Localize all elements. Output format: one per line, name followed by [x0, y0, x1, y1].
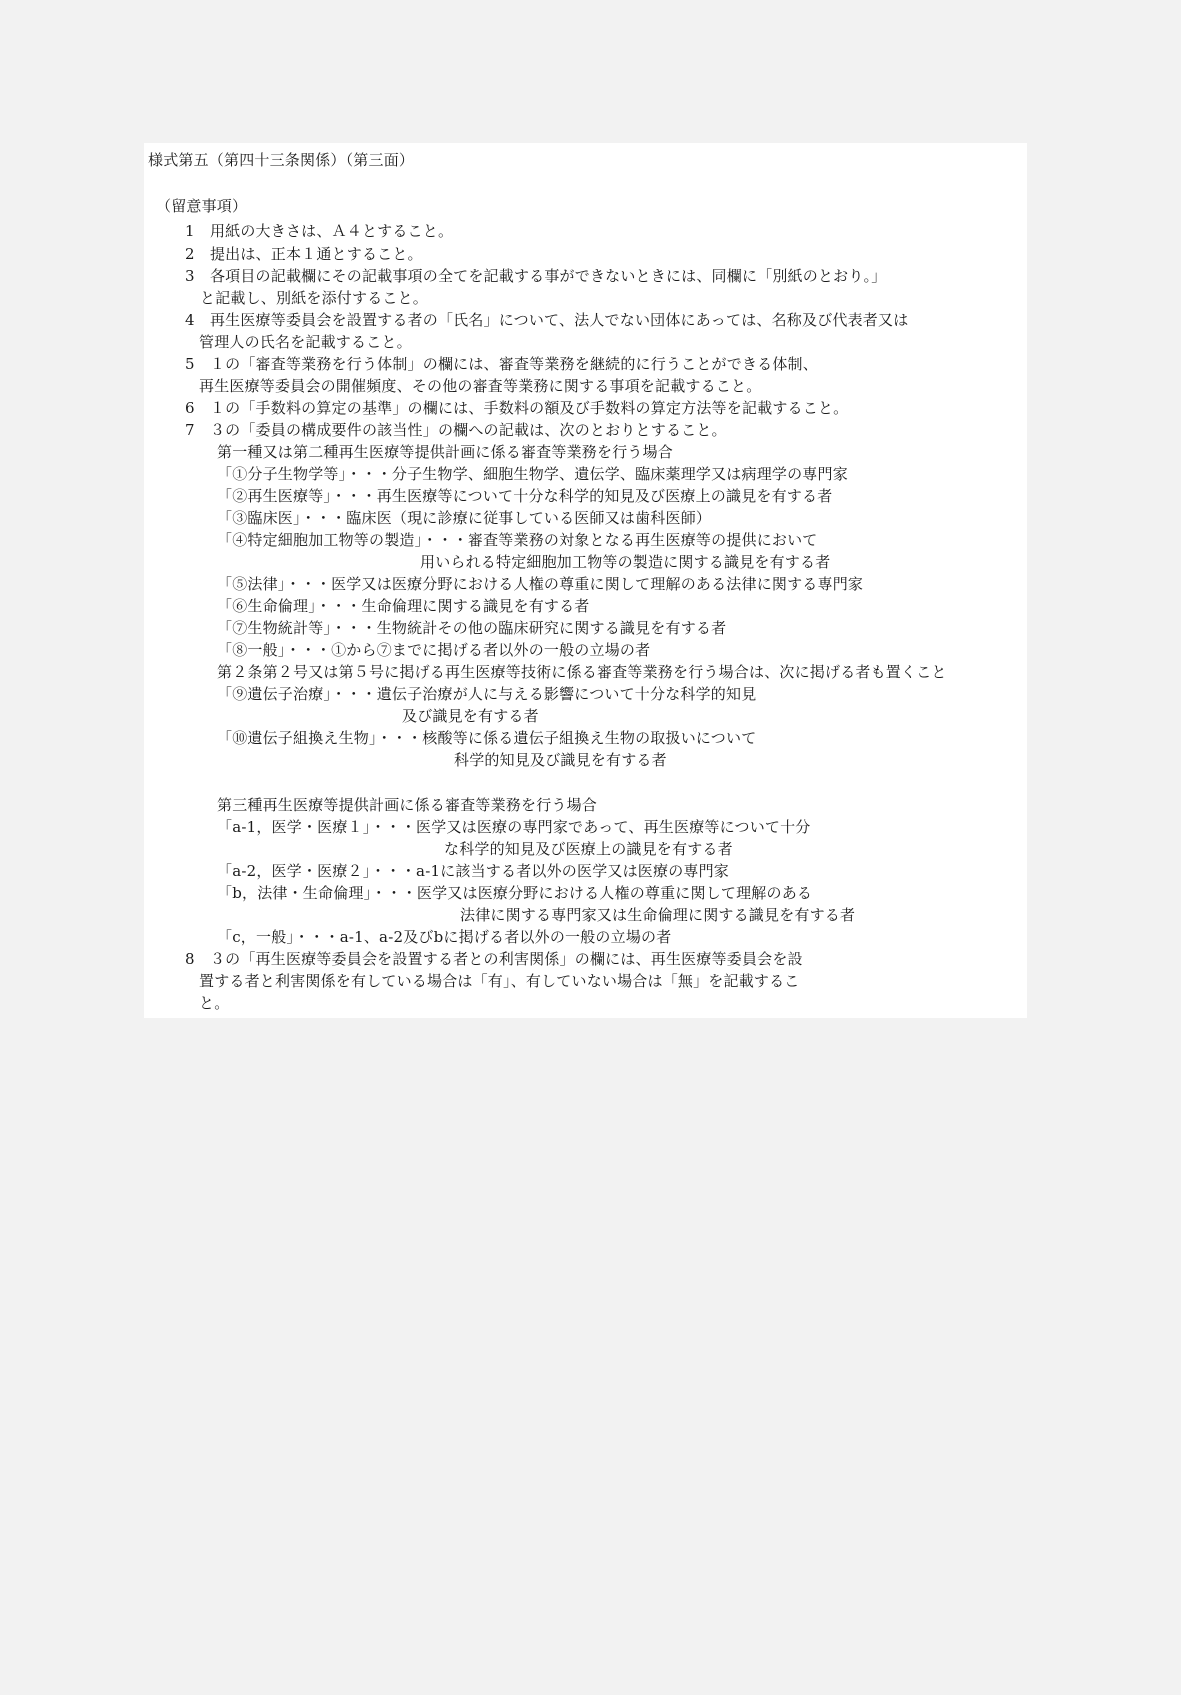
note-line: 再生医療等委員会の開催頻度、その他の審査等業務に関する事項を記載すること。 — [199, 377, 762, 395]
note-line: 6 １の「手数料の算定の基準」の欄には、手数料の額及び手数料の算定方法等を記載すること。 — [185, 399, 849, 417]
note-line: 「⑤法律」・・・医学又は医療分野における人権の尊重に関して理解のある法律に関する専門家 — [217, 575, 864, 593]
note-line: 8 ３の「再生医療等委員会を設置する者との利害関係」の欄には、再生医療等委員会を設 — [185, 950, 803, 968]
note-line: 「c，一般」・・・a-1、a-2及びbに掲げる者以外の一般の立場の者 — [217, 928, 672, 946]
note-line: 用いられる特定細胞加工物等の製造に関する識見を有する者 — [420, 553, 831, 571]
note-line: な科学的知見及び医療上の識見を有する者 — [444, 840, 733, 858]
note-line: 2 提出は、正本１通とすること。 — [185, 245, 423, 263]
subsection-heading: 第２条第２号又は第５号に掲げる再生医療等技術に係る審査等業務を行う場合は、次に掲げる者も置くこと — [217, 663, 947, 681]
note-line: 「b，法律・生命倫理」・・・医学又は医療分野における人権の尊重に関して理解のある — [217, 884, 813, 902]
note-line: 置する者と利害関係を有している場合は「有」、有していない場合は「無」を記載するこ — [199, 972, 800, 990]
note-line: と記載し、別紙を添付すること。 — [200, 289, 429, 307]
note-line: 「a-1，医学・医療１」・・・医学又は医療の専門家であって、再生医療等について十分 — [217, 818, 811, 836]
note-line: 5 １の「審査等業務を行う体制」の欄には、審査等業務を継続的に行うことができる体制、 — [185, 355, 818, 373]
note-line: 「⑩遺伝子組換え生物」・・・核酸等に係る遺伝子組換え生物の取扱いについて — [217, 729, 757, 747]
subsection-heading: 第一種又は第二種再生医療等提供計画に係る審査等業務を行う場合 — [217, 443, 674, 461]
note-line: 「②再生医療等」・・・再生医療等について十分な科学的知見及び医療上の識見を有する者 — [217, 487, 833, 505]
note-line: 「⑦生物統計等」・・・生物統計その他の臨床研究に関する識見を有する者 — [217, 619, 727, 637]
note-line: 科学的知見及び識見を有する者 — [454, 751, 667, 769]
note-line: 3 各項目の記載欄にその記載事項の全てを記載する事ができないときには、同欄に「別紙のとおり。」 — [185, 267, 887, 285]
note-line: 「⑥生命倫理」・・・生命倫理に関する識見を有する者 — [217, 597, 590, 615]
note-line: 1 用紙の大きさは、Ａ４とすること。 — [185, 222, 454, 240]
note-line: 「①分子生物学等」・・・分子生物学、細胞生物学、遺伝学、臨床薬理学又は病理学の専門家 — [217, 465, 848, 483]
note-line: 「a-2，医学・医療２」・・・a-1に該当する者以外の医学又は医療の専門家 — [217, 862, 730, 880]
note-line: と。 — [199, 994, 230, 1012]
note-line: 「⑧一般」・・・①から⑦までに掲げる者以外の一般の立場の者 — [217, 641, 651, 659]
note-line: 法律に関する専門家又は生命倫理に関する識見を有する者 — [460, 906, 856, 924]
note-line: 7 ３の「委員の構成要件の該当性」の欄への記載は、次のとおりとすること。 — [185, 421, 727, 439]
note-line: 及び識見を有する者 — [402, 707, 539, 725]
note-line: 「③臨床医」・・・臨床医（現に診療に従事している医師又は歯科医師） — [217, 509, 712, 527]
note-line: 管理人の氏名を記載すること。 — [199, 333, 412, 351]
note-line: 「④特定細胞加工物等の製造」・・・審査等業務の対象となる再生医療等の提供において — [217, 531, 818, 549]
note-line: 「⑨遺伝子治療」・・・遺伝子治療が人に与える影響について十分な科学的知見 — [217, 685, 757, 703]
note-line: 4 再生医療等委員会を設置する者の「氏名」について、法人でない団体にあっては、名称及び代表者又は — [185, 311, 909, 329]
subsection-heading: 第三種再生医療等提供計画に係る審査等業務を行う場合 — [217, 796, 598, 814]
form-header: 様式第五（第四十三条関係）（第三面） — [148, 151, 415, 169]
notes-title: （留意事項） — [156, 197, 248, 215]
